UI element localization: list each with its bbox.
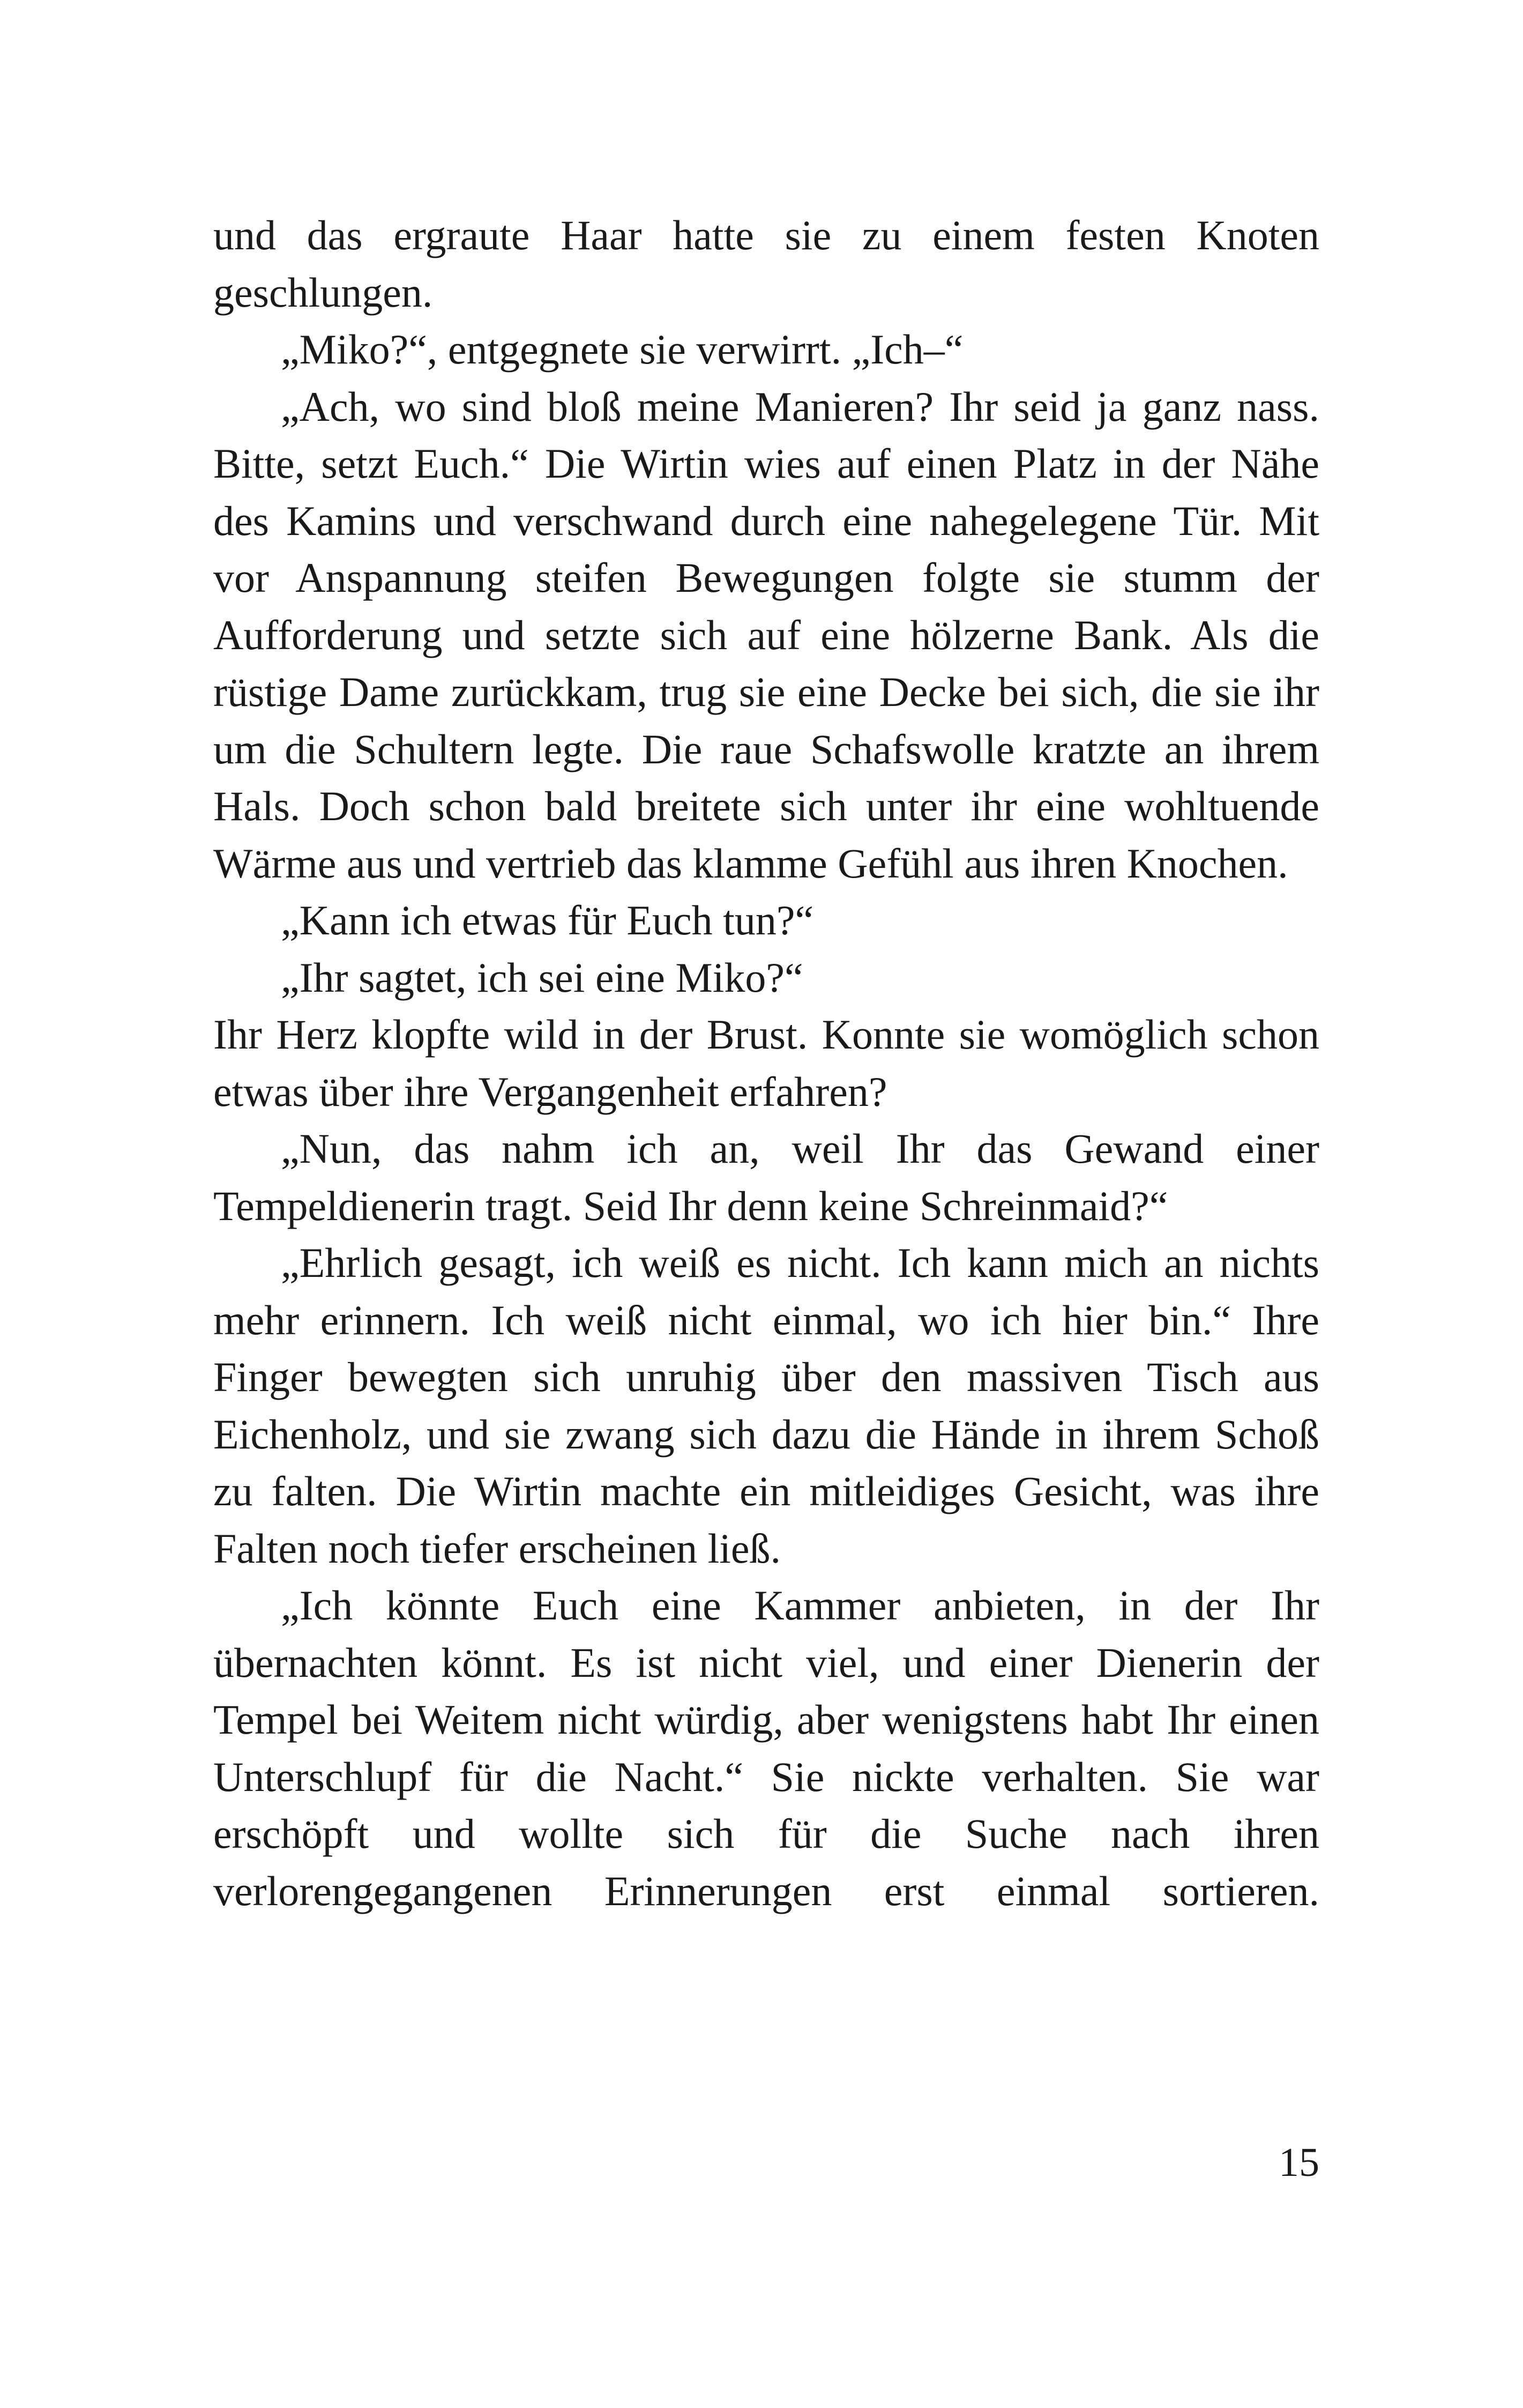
paragraph-dialogue: „Ihr sagtet, ich sei eine Miko?“ <box>281 954 803 1001</box>
paragraph-dialogue: „Ehrlich gesagt, ich weiß es nicht. Ich kann mich an nichts mehr erinnern. Ich weiß nicht einmal, wo ich hier bin.“ Ihre Finger bewegten sich unruhig über den massiven Tisch aus Eichenholz, und sie zwang sich dazu die Hände in ihrem Schoß zu falten. Die Wirtin machte ein mitleidiges Gesicht, was ihre Falten noch tiefer erscheinen ließ. <box>213 1239 1319 1572</box>
body-text <box>213 207 1319 1920</box>
paragraph-dialogue: „Ich könnte Euch eine Kammer anbieten, in der Ihr übernachten könnt. Es ist nicht viel, und einer Dienerin der Tempel bei Weitem nicht würdig, aber wenigstens habt Ihr einen Unterschlupf für die Nacht.“ Sie nickte verhalten. Sie war erschöpft und wollte sich für die Suche nach ihren verlorengegangenen Erinnerungen erst einmal sortieren. <box>213 1582 1319 1914</box>
paragraph-continuation: und das ergraute Haar hatte sie zu einem festen Knoten geschlungen. <box>213 212 1319 316</box>
paragraph-dialogue: „Nun, das nahm ich an, weil Ihr das Gewand einer Tempeldienerin tragt. Seid Ihr denn keine Schreinmaid?“ <box>213 1125 1319 1229</box>
page-number: 15 <box>1279 2140 1319 2185</box>
paragraph-dialogue: „Ach, wo sind bloß meine Manieren? Ihr seid ja ganz nass. Bitte, setzt Euch.“ Die Wirtin wies auf einen Platz in der Nähe des Kamins und verschwand durch eine nahegelegene Tür. Mit vor Anspannung steifen Bewegungen folgte sie stumm der Aufforderung und setzte sich auf eine hölzerne Bank. Als die rüstige Dame zurückkam, trug sie eine Decke bei sich, die sie ihr um die Schultern legte. Die raue Schafswolle kratzte an ihrem Hals. Doch schon bald breitete sich unter ihr eine wohltuende Wärme aus und vertrieb das klamme Gefühl aus ihren Knochen. <box>213 383 1319 887</box>
paragraph-narration: Ihr Herz klopfte wild in der Brust. Konnte sie womöglich schon etwas über ihre Vergangenheit erfahren? <box>213 1011 1319 1115</box>
paragraph-dialogue: „Miko?“, entgegnete sie verwirrt. „Ich–“ <box>281 326 964 373</box>
paragraph-dialogue: „Kann ich etwas für Euch tun?“ <box>281 897 814 943</box>
